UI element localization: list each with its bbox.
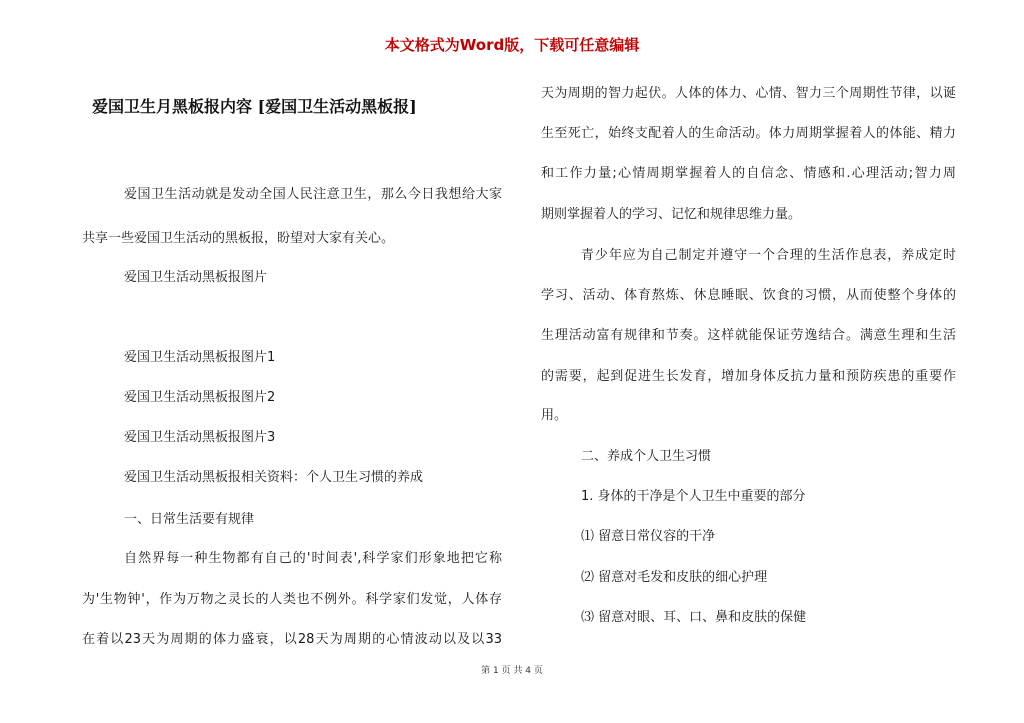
paragraph-line: 爱国卫生活动就是发动全国人民注意卫生，那么今日我想给大家 (124, 187, 502, 202)
paragraph-line: 的需要，起到促进生长发育，增加身体反抗力量和预防疾患的重要作 (541, 369, 956, 384)
paragraph-line: 天为周期的智力起伏。人体的体力、心情、智力三个周期性节律，以诞 (541, 86, 956, 101)
paragraph-line: 学习、活动、体育熬炼、休息睡眠、饮食的习惯，从而使整个身体的 (541, 288, 956, 303)
list-item: 1. 身体的干净是个人卫生中重要的部分 (581, 489, 806, 504)
paragraph-line: 用。 (541, 408, 568, 423)
paragraph-line: 和工作力量;心情周期掌握着人的自信念、情感和.心理活动;智力周 (541, 166, 956, 181)
paragraph-line: 在着以23天为周期的体力盛衰，以28天为周期的心情波动以及以33 (82, 632, 502, 647)
paragraph-line: 期则掌握着人的学习、记忆和规律思维力量。 (541, 207, 802, 222)
list-item: ⑴ 留意日常仪容的干净 (581, 529, 716, 544)
list-item: ⑵ 留意对毛发和皮肤的细心护理 (581, 570, 768, 585)
paragraph-line: 生至死亡，始终支配着人的生命活动。体力周期掌握着人的体能、精力 (541, 126, 956, 141)
section-heading: 爱国卫生活动黑板报相关资料：个人卫生习惯的养成 (124, 470, 424, 485)
word-format-banner: 本文格式为Word版，下载可任意编辑 (384, 36, 640, 54)
list-item: ⑶ 留意对眼、耳、口、鼻和皮肤的保健 (581, 610, 807, 625)
paragraph-line: 共享一些爱国卫生活动的黑板报，盼望对大家有关心。 (82, 231, 395, 246)
document-title: 爱国卫生月黑板报内容 [爱国卫生活动黑板报] (92, 97, 417, 116)
paragraph-line: 青少年应为自己制定并遵守一个合理的生活作息表，养成定时 (581, 248, 956, 263)
page-number-footer: 第 1 页 共 4 页 (481, 666, 543, 676)
image-caption: 爱国卫生活动黑板报图片2 (124, 390, 276, 405)
paragraph-line: 生理活动富有规律和节奏。这样就能保证劳逸结合。满意生理和生活 (541, 328, 956, 343)
section-heading: 一、日常生活要有规律 (124, 512, 255, 527)
paragraph-line: 为'生物钟'，作为万物之灵长的人类也不例外。科学家们发觉，人体存 (82, 592, 502, 607)
paragraph-line: 自然界每一种生物都有自己的'时间表',科学家们形象地把它称 (124, 551, 502, 566)
image-caption: 爱国卫生活动黑板报图片 (124, 270, 268, 285)
image-caption: 爱国卫生活动黑板报图片1 (124, 350, 276, 365)
section-heading: 二、养成个人卫生习惯 (581, 449, 712, 464)
image-caption: 爱国卫生活动黑板报图片3 (124, 430, 276, 445)
